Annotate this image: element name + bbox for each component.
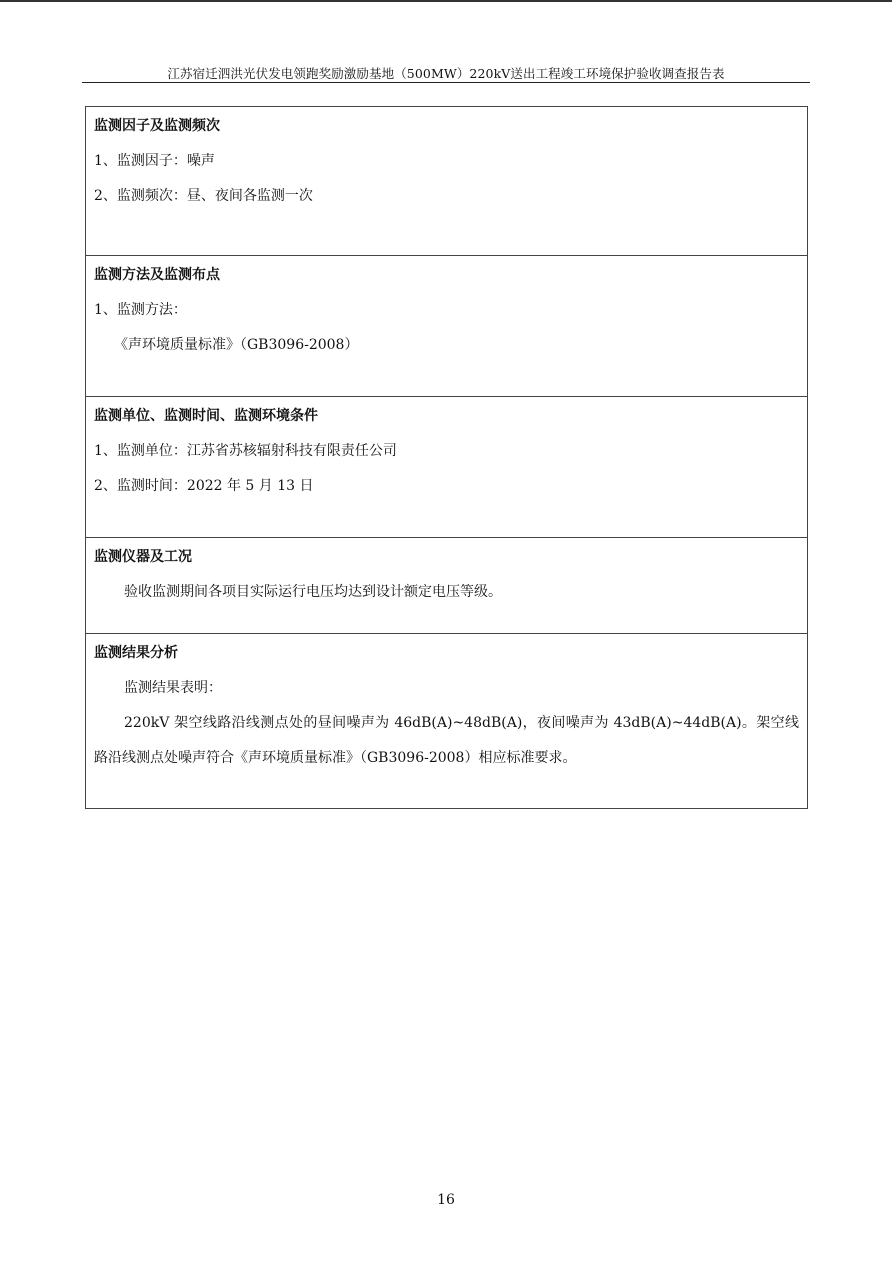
section-line: 《声环境质量标准》（GB3096-2008） xyxy=(114,337,359,353)
header-divider xyxy=(82,82,810,83)
section-monitoring-method xyxy=(86,256,808,397)
section-monitoring-unit xyxy=(86,397,808,538)
section-line: 1、监测因子：噪声 xyxy=(94,153,215,169)
page-number: 16 xyxy=(437,1192,455,1208)
section-line: 监测结果表明： xyxy=(124,680,222,696)
section-instruments xyxy=(86,538,808,634)
section-title: 监测结果分析 xyxy=(94,645,178,661)
section-results-analysis xyxy=(86,634,808,809)
section-paragraph: 220kV 架空线路沿线测点处的昼间噪声为 46dB(A)~48dB(A)，夜间噪声为 43dB(A)~44dB(A)。架空线路沿线测点处噪声符合《声环境质量标准》（GB3096-2008）相应标准要求。 xyxy=(94,715,799,766)
section-monitoring-factors xyxy=(86,107,808,256)
page-header-title: 江苏宿迁泗洪光伏发电领跑奖励激励基地（500MW）220kV送出工程竣工环境保护验收调查报告表 xyxy=(167,66,725,81)
section-title: 监测因子及监测频次 xyxy=(94,118,220,134)
section-title: 监测方法及监测布点 xyxy=(94,267,220,283)
section-line: 1、监测方法： xyxy=(94,302,187,318)
report-table xyxy=(85,106,808,809)
section-line: 验收监测期间各项目实际运行电压均达到设计额定电压等级。 xyxy=(124,584,502,600)
section-title: 监测仪器及工况 xyxy=(94,549,192,565)
section-line: 2、监测频次：昼、夜间各监测一次 xyxy=(94,188,313,204)
section-line: 1、监测单位：江苏省苏核辐射科技有限责任公司 xyxy=(94,443,397,459)
section-title: 监测单位、监测时间、监测环境条件 xyxy=(94,408,318,424)
top-border-line xyxy=(0,0,892,2)
section-line: 2、监测时间：2022 年 5 月 13 日 xyxy=(94,478,314,494)
